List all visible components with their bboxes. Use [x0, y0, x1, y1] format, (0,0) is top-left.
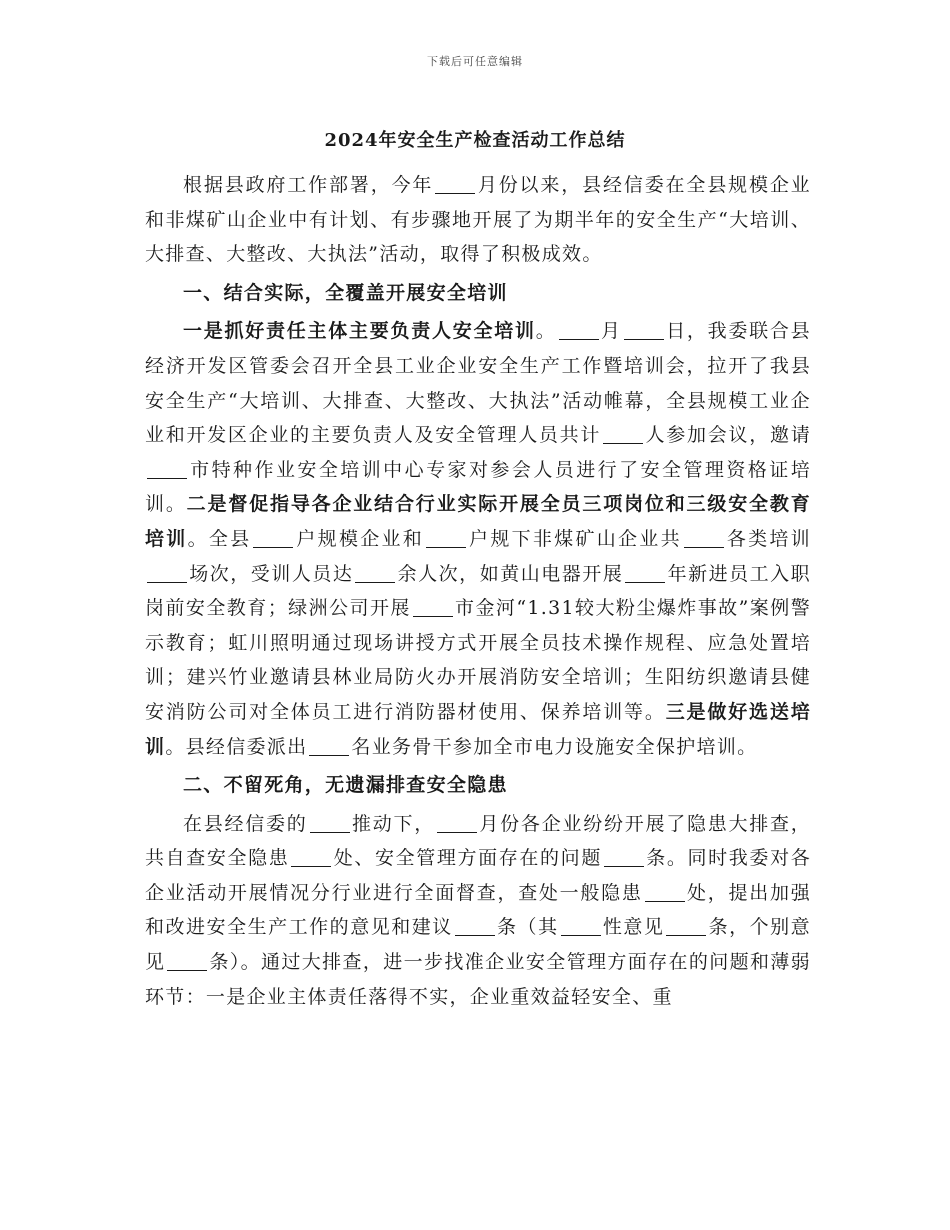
- blank-line: [291, 844, 331, 867]
- text: 月份以来，县经信委在全县规模企业和非煤矿山企业中有计划、有步骤地开展了为期半年的安全生产“大培训、大排查、大整改、大执法”活动，取得了积极成效。: [145, 174, 811, 266]
- bold-lead: 一是抓好责任主体主要负责人安全培训: [183, 320, 536, 343]
- text: 处，提出加强和改进安全生产工作的意见和建议: [145, 881, 811, 939]
- text: 条。同时我委对各企业活动开展情况分行业进行全面督查，查处一般隐患: [145, 847, 811, 904]
- document-body: [145, 168, 811, 1014]
- text: 月份各企业纷纷开展了隐患大排查，共自查安全隐患: [145, 812, 811, 870]
- paragraph-inspection: [145, 807, 811, 1015]
- blank-line: [253, 525, 293, 548]
- blank-line: [437, 810, 477, 833]
- paragraph-training: [145, 314, 811, 764]
- blank-line: [624, 317, 664, 340]
- text: 。全县: [187, 527, 252, 550]
- header-note: 下载后可任意编辑: [427, 55, 523, 68]
- blank-line: [167, 948, 207, 971]
- blank-line: [684, 525, 724, 548]
- text: 。县经信委派出: [165, 735, 308, 758]
- blank-line: [355, 560, 395, 583]
- blank-line: [455, 913, 495, 936]
- blank-line: [435, 171, 475, 194]
- blank-line: [426, 525, 466, 548]
- text: 各类培训: [725, 527, 811, 550]
- section-heading-1: 一、结合实际，全覆盖开展安全培训: [183, 281, 508, 304]
- blank-line: [309, 733, 349, 756]
- blank-line: [645, 879, 685, 902]
- text: 户规模企业和: [295, 527, 425, 550]
- text: 条（其: [496, 916, 559, 939]
- document-title: 2024年安全生产检查活动工作总结: [324, 130, 626, 151]
- text: 。: [535, 320, 557, 343]
- text: 在县经信委的: [183, 812, 308, 835]
- text: 推动下，: [351, 812, 435, 835]
- section-heading-2: 二、不留死角，无遗漏排查安全隐患: [183, 774, 508, 797]
- text: 人参加会议，邀请: [645, 424, 811, 447]
- blank-line: [413, 594, 453, 617]
- text: 条，个别意见: [145, 916, 811, 974]
- text: 名业务骨干参加全市电力设施安全保护培训。: [351, 735, 758, 758]
- blank-line: [561, 913, 601, 936]
- text: 根据县政府工作部署，今年: [183, 174, 434, 196]
- text: 市特种作业安全培训中心专家对参会人员进行了安全管理资格证培训。: [145, 458, 811, 516]
- bold-lead: 二是督促指导各企业结合行业实际开展全员三项岗位和三级安全教育培训: [145, 493, 811, 550]
- text: 日，我委联合县经济开发区管委会召开全县工业企业安全生产工作暨培训会，拉开了我县安全生产“大培训、大排查、大整改、大执法”活动帷幕，全县规模工业企业和开发区企业的主要负责人及安全管理人员共计: [145, 320, 811, 447]
- text: 条）。通过大排查，进一步找准企业安全管理方面存在的问题和薄弱环节：一是企业主体责任落得不实，企业重效益轻安全、重: [145, 951, 811, 1008]
- text: 户规下非煤矿山企业共: [468, 527, 682, 550]
- blank-line: [604, 844, 644, 867]
- blank-line: [310, 810, 350, 833]
- blank-line: [559, 317, 599, 340]
- blank-line: [625, 560, 665, 583]
- blank-line: [147, 456, 187, 479]
- text: 余人次，如黄山电器开展: [397, 562, 624, 585]
- blank-line: [603, 421, 643, 444]
- text: 年新进员工入职岗前安全教育；绿洲公司开展: [145, 562, 811, 620]
- paragraph-intro: [145, 168, 811, 272]
- text: 月: [600, 320, 622, 343]
- blank-line: [147, 560, 187, 583]
- blank-line: [666, 913, 706, 936]
- text: 市金河“1.31较大粉尘爆炸事故”案例警示教育；虹川照明通过现场讲授方式开展全员技术操作规程、应急处置培训；建兴竹业邀请县林业局防火办开展消防安全培训；生阳纺织邀请县健安消防公司对全体员工进行消防器材使用、保养培训等。: [145, 597, 811, 723]
- text: 场次，受训人员达: [189, 562, 354, 585]
- text: 性意见: [602, 916, 665, 939]
- bold-lead: 三是做好选送培训: [145, 700, 811, 758]
- text: 处、安全管理方面存在的问题: [333, 847, 602, 870]
